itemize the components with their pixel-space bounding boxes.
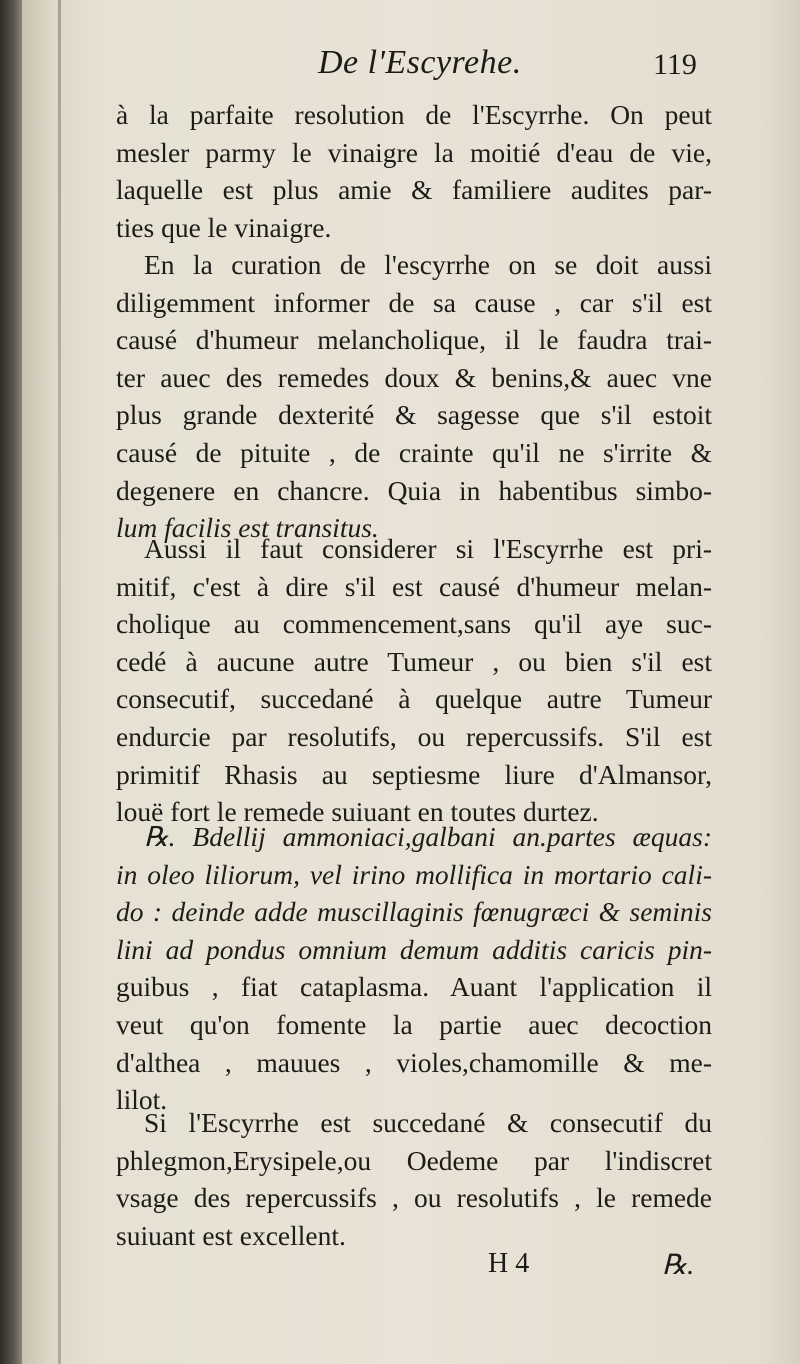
text-line: endurcie par resolutifs, ou repercussifs. S'il est: [116, 720, 712, 752]
text-line: veut qu'on fomente la partie auec decoction: [116, 1008, 712, 1040]
text-line: phlegmon,Erysipele,ou Oedeme par l'indiscret: [116, 1144, 712, 1176]
gutter-shadow: [58, 0, 61, 1364]
text-line: diligemment informer de sa cause , car s'il est: [116, 286, 712, 318]
text-line-latin: in oleo liliorum, vel irino mollifica in mortario cali-: [116, 858, 712, 890]
text-line: primitif Rhasis au septiesme liure d'Almansor,: [116, 758, 712, 790]
text-line: Si l'Escyrrhe est succedané & consecutif du: [144, 1107, 712, 1138]
text-line: causé d'humeur melancholique, il le faudra trai-: [116, 324, 712, 356]
text-line: causé de pituite , de crainte qu'il ne s'irrite &: [116, 436, 712, 468]
text-line: consecutif, succedané à quelque autre Tumeur: [116, 683, 712, 715]
text-line: à la parfaite resolution de l'Escyrrhe. On peut: [116, 99, 712, 130]
text-line: louë fort le remede suiuant en toutes durtez.: [116, 796, 599, 828]
text-line-latin: ℞. Bdellij ammoniaci,galbani an.partes æquas:: [144, 821, 712, 852]
text-line: mesler parmy le vinaigre la moitié d'eau de vie,: [116, 136, 712, 168]
recipe-paragraph: [116, 818, 712, 1119]
text-line-latin: lini ad pondus omnium demum additis caricis pin-: [116, 933, 712, 965]
text-line: Aussi il faut considerer si l'Escyrrhe est pri-: [144, 533, 712, 564]
paragraph-1: [116, 96, 712, 246]
page-number: 119: [653, 48, 697, 81]
text-line: ties que le vinaigre.: [116, 211, 332, 243]
text-line: ter auec des remedes doux & benins,& auec vne: [116, 361, 712, 393]
text-line: degenere en chancre. Quia in habentibus simbo-: [116, 474, 712, 506]
text-line: suiuant est excellent.: [116, 1219, 346, 1251]
text-line: lilot.: [116, 1084, 168, 1116]
text-line-latin: lum facilis est transitus.: [116, 512, 379, 544]
text-line-latin: do : deinde adde muscillaginis fœnugræci & seminis: [116, 896, 712, 928]
text-line: cedé à aucune autre Tumeur , ou bien s'il est: [116, 645, 712, 677]
text-line: guibus , fiat cataplasma. Auant l'application il: [116, 971, 712, 1003]
paragraph-2: [116, 246, 712, 547]
signature-mark: H 4: [488, 1248, 530, 1279]
paragraph-3: [116, 530, 712, 831]
text-line: vsage des repercussifs , ou resolutifs , le remede: [116, 1182, 712, 1214]
text-line: d'althea , mauues , violes,chamomille & me-: [116, 1046, 712, 1078]
book-binding: [0, 0, 22, 1364]
text-line: cholique au commencement,sans qu'il aye suc-: [116, 608, 712, 640]
text-line: plus grande dexterité & sagesse que s'il estoit: [116, 399, 712, 431]
paragraph-5: [116, 1104, 712, 1254]
text-line: mitif, c'est à dire s'il est causé d'humeur melan-: [116, 570, 712, 602]
running-header: De l'Escyrehe.: [318, 44, 522, 81]
catchword: ℞.: [662, 1250, 695, 1281]
text-line: En la curation de l'escyrrhe on se doit aussi: [144, 249, 712, 280]
text-line: laquelle est plus amie & familiere audites par-: [116, 174, 712, 206]
